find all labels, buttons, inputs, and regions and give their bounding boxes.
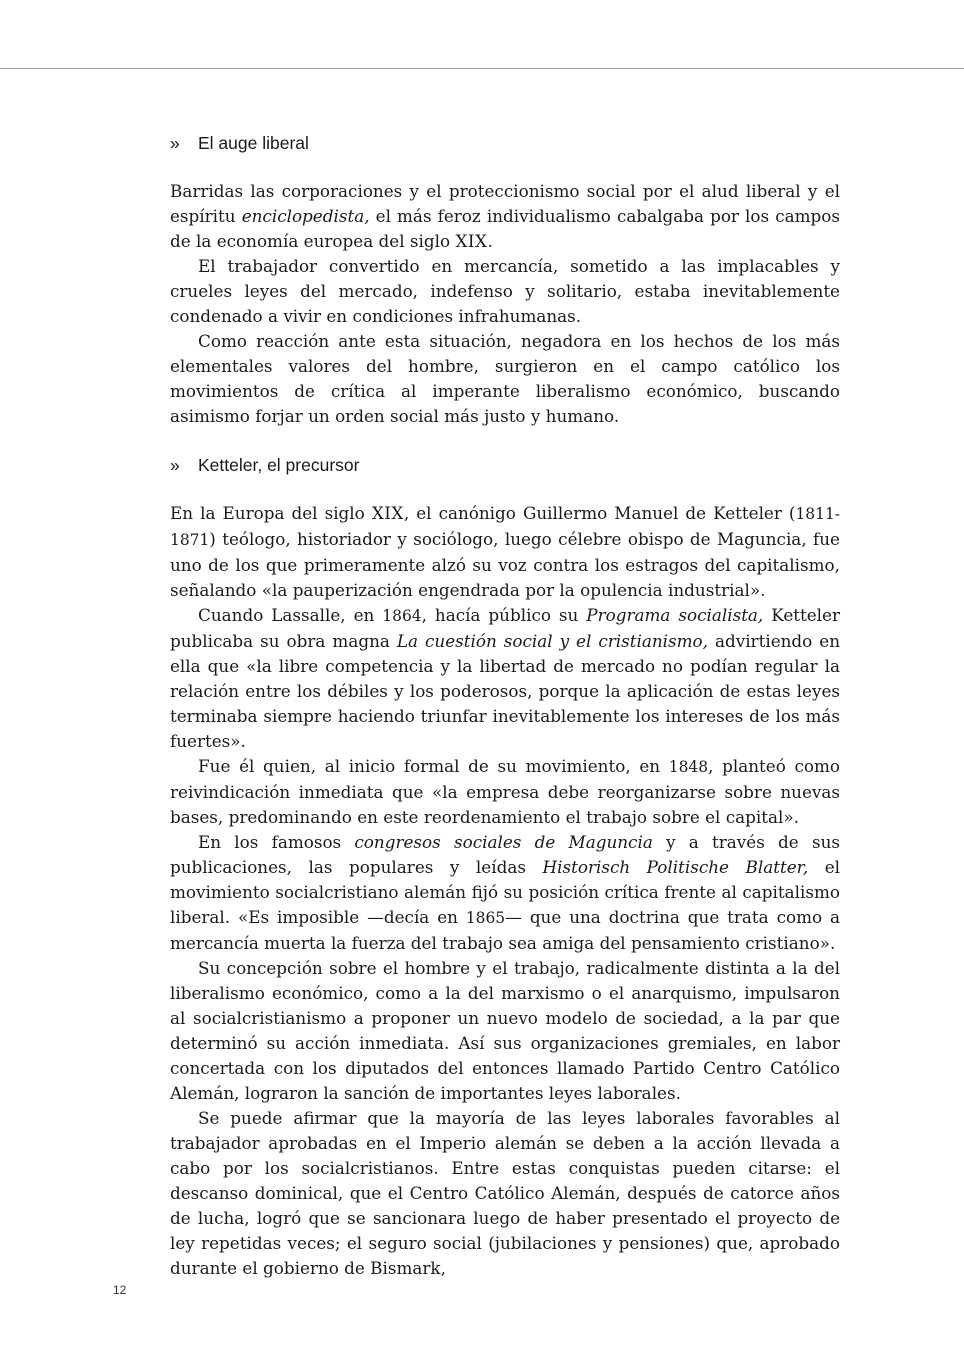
paragraph: Barridas las corporaciones y el proteccionismo social por el alud liberal y el espíritu enciclopedista, el más feroz individualismo cabalgaba por los campos de la economía europea del siglo XIX. bbox=[170, 181, 840, 251]
section-heading-auge-liberal bbox=[170, 129, 840, 157]
chevron-marker-icon: » bbox=[170, 133, 180, 153]
chevron-marker-icon: » bbox=[170, 455, 180, 475]
section-body-ketteler bbox=[170, 501, 840, 1281]
italic-term: congresos sociales de Maguncia bbox=[354, 832, 653, 852]
section-title: Ketteler, el precursor bbox=[198, 455, 360, 475]
page-body bbox=[170, 129, 840, 1303]
top-rule bbox=[0, 68, 964, 69]
paragraph: El trabajador convertido en mercancía, sometido a las implacables y crueles leyes del mercado, indefenso y solitario, estaba inevitablemente condenado a vivir en condiciones infrahumanas. bbox=[170, 256, 840, 326]
roman-numeral: XIX bbox=[371, 503, 404, 523]
section-title: El auge liberal bbox=[198, 133, 309, 153]
paragraph: En los famosos congresos sociales de Maguncia y a través de sus publicaciones, las populares y leídas Historisch Politische Blatter, el movimiento socialcristiano alemán fijó su posición crítica frente al capitalismo liberal. «Es imposible —decía en 1865— que una doctrina que trata como a mercancía muerta la fuerza del trabajo sea amiga del pensamiento cristiano». bbox=[170, 832, 841, 953]
section-heading-ketteler bbox=[170, 451, 840, 479]
paragraph: Fue él quien, al inicio formal de su movimiento, en 1848, planteó como reivindicación inmediata que «la empresa debe reorganizarse sobre nuevas bases, predominando en este reordenamiento el trabajo sobre el capital». bbox=[170, 756, 840, 827]
roman-numeral: XIX bbox=[455, 231, 488, 251]
page-number: 12 bbox=[113, 1283, 127, 1297]
italic-title: Programa socialista, bbox=[586, 605, 764, 625]
paragraph: Cuando Lassalle, en 1864, hacía público su Programa socialista, Ketteler publicaba su obra magna La cuestión social y el cristianismo, advirtiendo en ella que «la libre competencia y la libertad de mercado no podían regular la relación entre los débiles y los poderosos, porque la aplicación de estas leyes terminaba siempre haciendo triunfar inevitablemente los intereses de los más fuertes». bbox=[170, 605, 840, 751]
paragraph: En la Europa del siglo XIX, el canónigo Guillermo Manuel de Ketteler (1811-1871) teólogo, historiador y sociólogo, luego célebre obispo de Maguncia, fue uno de los que primeramente alzó su voz contra los estragos del capitalismo, señalando «la pauperización engendrada por la opulencia industrial». bbox=[170, 503, 840, 600]
italic-term: enciclopedista, bbox=[241, 206, 370, 226]
italic-title: La cuestión social y el cristianismo, bbox=[396, 631, 708, 651]
paragraph: Se puede afirmar que la mayoría de las leyes laborales favorables al trabajador aprobadas en el Imperio alemán se deben a la acción llevada a cabo por los socialcristianos. Entre estas conquistas pueden citarse: el descanso dominical, que el Centro Católico Alemán, después de catorce años de lucha, logró que se sancionara luego de haber presentado el proyecto de ley repetidas veces; el seguro social (jubilaciones y pensiones) que, aprobado durante el gobierno de Bismark, bbox=[170, 1108, 840, 1278]
italic-title: Historisch Politische Blatter, bbox=[542, 857, 809, 877]
section-body-auge-liberal bbox=[170, 179, 840, 429]
paragraph: Como reacción ante esta situación, negadora en los hechos de los más elementales valores del hombre, surgieron en el campo católico los movimientos de crítica al imperante liberalismo económico, buscando asimismo forjar un orden social más justo y humano. bbox=[170, 331, 840, 426]
paragraph: Su concepción sobre el hombre y el trabajo, radicalmente distinta a la del liberalismo económico, como a la del marxismo o el anarquismo, impulsaron al socialcristianismo a proponer un nuevo modelo de sociedad, a la par que determinó su acción inmediata. Así sus organizaciones gremiales, en labor concertada con los diputados del entonces llamado Partido Centro Católico Alemán, lograron la sanción de importantes leyes laborales. bbox=[170, 958, 840, 1103]
